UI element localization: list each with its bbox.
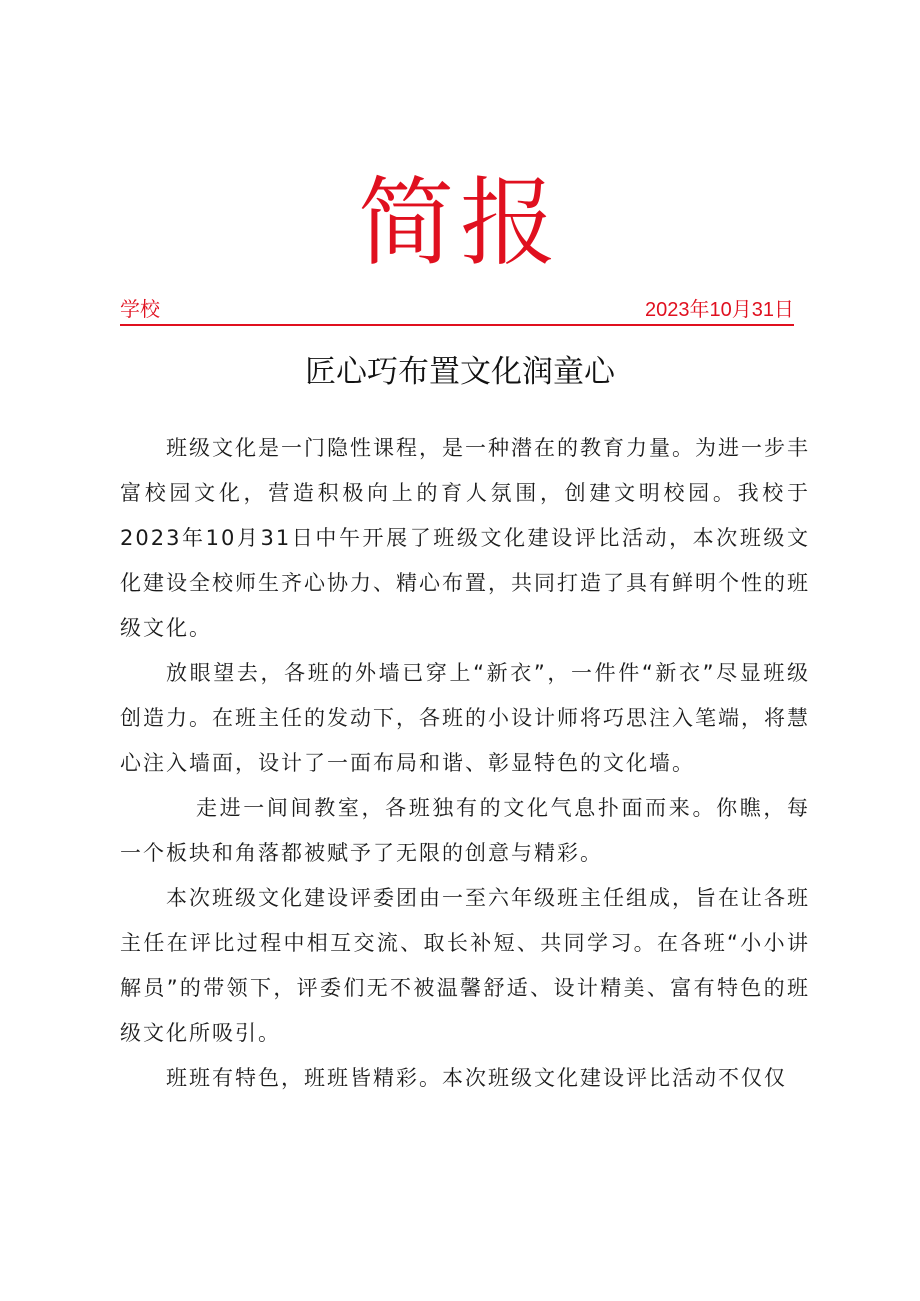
school-label: 学校 — [120, 299, 160, 321]
paragraph: 放眼望去，各班的外墙已穿上“新衣”，一件件“新衣”尽显班级创造力。在班主任的发动下，各班的小设计师将巧思注入笔端，将慧心注入墙面，设计了一面布局和谐、彰显特色的文化墙。 — [120, 661, 810, 775]
article-body — [120, 426, 810, 1101]
paragraph: 走进一间间教室，各班独有的文化气息扑面而来。你瞧，每一个板块和角落都被赋予了无限的创意与精彩。 — [120, 796, 810, 865]
paragraph: 班班有特色，班班皆精彩。本次班级文化建设评比活动不仅仅 — [166, 1066, 787, 1090]
article-headline: 匠心巧布置文化润童心 — [305, 354, 615, 390]
meta-rule — [120, 298, 794, 326]
paragraph: 本次班级文化建设评委团由一至六年级班主任组成，旨在让各班主任在评比过程中相互交流、取长补短、共同学习。在各班“小小讲解员”的带领下，评委们无不被温馨舒适、设计精美、富有特色的班级文化所吸引。 — [120, 886, 810, 1045]
masthead-title: 简报 — [358, 167, 562, 279]
paragraph: 班级文化是一门隐性课程，是一种潜在的教育力量。为进一步丰富校园文化，营造积极向上的育人氛围，创建文明校园。我校于2023年10月31日中午开展了班级文化建设评比活动，本次班级文化建设全校师生齐心协力、精心布置，共同打造了具有鲜明个性的班级文化。 — [120, 436, 810, 640]
issue-date: 2023年10月31日 — [645, 299, 794, 321]
